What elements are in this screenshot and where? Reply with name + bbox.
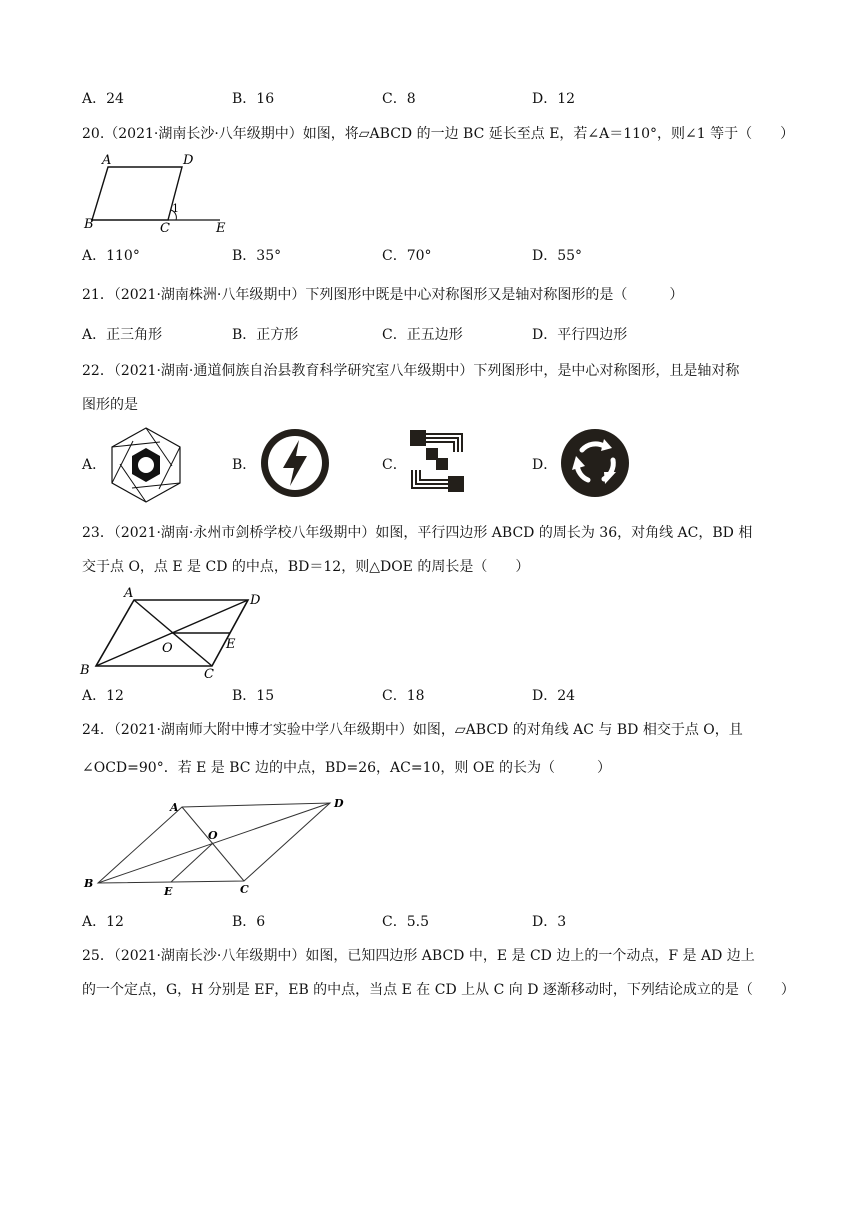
q19-option-c[interactable]: C．8: [382, 91, 416, 107]
staircase-squares-icon: [406, 426, 468, 498]
q22-option-c-label: C．: [382, 457, 407, 473]
recycle-arrows-icon: [558, 426, 632, 504]
q24-stem-line1: 24．（2021·湖南师大附中博才实验中学八年级期中）如图，▱ABCD 的对角线 AC 与 BD 相交于点 O，且: [82, 722, 743, 738]
q23-option-c[interactable]: C．18: [382, 688, 425, 704]
q19-option-a[interactable]: A．24: [82, 91, 124, 107]
q24-label-d: D: [334, 797, 344, 810]
q25-stem-line2: 的一个定点，G，H 分别是 EF，EB 的中点，当点 E 在 CD 上从 C 向 D 逐渐移动时，下列结论成立的是（ ）: [82, 982, 795, 998]
q20-label-b: B: [84, 217, 94, 232]
q23-figure: [76, 586, 276, 682]
q20-option-a[interactable]: A．110°: [82, 248, 140, 264]
q20-options: [82, 246, 782, 266]
q23-option-d[interactable]: D．24: [532, 688, 576, 704]
q21-stem: 21．（2021·湖南株洲·八年级期中）下列图形中既是中心对称图形又是轴对称图形的是（ ）: [82, 287, 684, 303]
q23-label-a: A: [124, 586, 134, 601]
q20-option-c[interactable]: C．70°: [382, 248, 432, 264]
q24-option-c[interactable]: C．5.5: [382, 914, 429, 930]
q21-option-c[interactable]: C．正五边形: [382, 327, 463, 343]
q20-option-b[interactable]: B．35°: [232, 248, 282, 264]
q20-option-d[interactable]: D．55°: [532, 248, 583, 264]
q22-options: [82, 426, 782, 506]
q20-label-e: E: [216, 221, 226, 234]
q20-label-d: D: [183, 153, 194, 168]
q23-label-o: O: [162, 641, 173, 656]
hexagon-nut-icon: [104, 426, 188, 508]
q24-option-d[interactable]: D．3: [532, 914, 567, 930]
q23-stem-line2: 交于点 O，点 E 是 CD 的中点，BD＝12，则△DOE 的周长是（ ）: [82, 559, 530, 575]
q23-option-b[interactable]: B．15: [232, 688, 275, 704]
q23-label-c: C: [204, 667, 214, 682]
q24-stem-line2: ∠OCD=90°．若 E 是 BC 边的中点，BD=26，AC=10，则 OE 的长为（ ）: [82, 760, 611, 776]
q20-figure: [82, 152, 242, 234]
q23-label-e: E: [226, 637, 236, 652]
q23-label-d: D: [250, 593, 261, 608]
q24-option-a[interactable]: A．12: [82, 914, 124, 930]
q24-label-b: B: [84, 877, 94, 890]
q21-options: [82, 325, 782, 345]
q24-figure: [80, 795, 350, 901]
q23-stem-line1: 23．（2021·湖南·永州市剑桥学校八年级期中）如图，平行四边形 ABCD 的周长为 36，对角线 AC，BD 相: [82, 525, 753, 541]
q19-option-d[interactable]: D．12: [532, 91, 576, 107]
q23-options: [82, 686, 782, 706]
q24-label-c: C: [240, 883, 249, 896]
q22-option-b-label: B．: [232, 457, 257, 473]
q24-label-o: O: [208, 829, 218, 842]
q23-option-a[interactable]: A．12: [82, 688, 124, 704]
q24-label-e: E: [164, 885, 173, 898]
q19-option-b[interactable]: B．16: [232, 91, 275, 107]
q25-stem-line1: 25．（2021·湖南长沙·八年级期中）如图，已知四边形 ABCD 中，E 是 CD 边上的一个动点，F 是 AD 边上: [82, 948, 755, 964]
q21-option-d[interactable]: D．平行四边形: [532, 327, 628, 343]
q20-label-angle-1: 1: [172, 202, 179, 215]
q20-label-a: A: [102, 153, 112, 168]
q20-label-c: C: [160, 221, 170, 234]
lightning-bolt-icon: [258, 426, 332, 504]
q23-label-b: B: [80, 663, 90, 678]
q22-stem-line1: 22．（2021·湖南·通道侗族自治县教育科学研究室八年级期中）下列图形中，是中心对称图形，且是轴对称: [82, 363, 740, 379]
q22-stem-line2: 图形的是: [82, 397, 138, 413]
q22-option-a-label: A．: [82, 457, 107, 473]
q21-option-a[interactable]: A．正三角形: [82, 327, 163, 343]
q19-options: [82, 89, 782, 109]
q21-option-b[interactable]: B．正方形: [232, 327, 299, 343]
q24-label-a: A: [170, 801, 179, 814]
q24-options: [82, 912, 782, 932]
q22-option-d-label: D．: [532, 457, 558, 473]
q24-option-b[interactable]: B．6: [232, 914, 266, 930]
q20-stem: 20.（2021·湖南长沙·八年级期中）如图，将▱ABCD 的一边 BC 延长至点 E，若∠A＝110°，则∠1 等于（ ）: [82, 126, 795, 142]
